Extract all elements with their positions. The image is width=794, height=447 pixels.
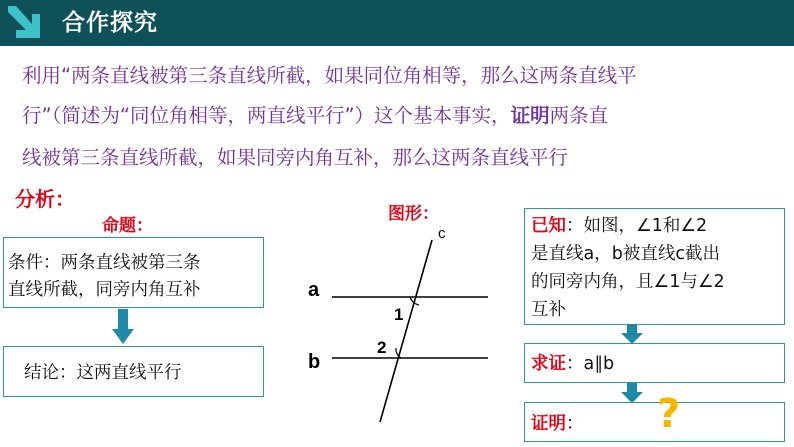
proposition-title: 命题：: [102, 216, 153, 236]
intro-line-2-text: 行”（简述为“同位角相等，两直线平行”）这个基本事实，: [22, 104, 511, 127]
figure-title: 图形：: [388, 204, 439, 224]
prove-box: [524, 343, 785, 383]
line-c: [380, 240, 432, 422]
arrow-down-icon: [112, 309, 134, 345]
proof-label: 证明: [531, 414, 566, 434]
parallel-lines-figure: [300, 218, 500, 428]
arrow-down-icon: [621, 324, 643, 344]
condition-line-2: 直线所截，同旁内角互补: [8, 280, 201, 300]
intro-line-2-tail: 两条直: [549, 104, 609, 127]
angle-1-label: 1: [394, 305, 404, 324]
intro-line-2: [22, 96, 782, 136]
condition-line-1: 条件：两条直线被第三条: [8, 253, 201, 273]
given-line-4: 互补: [531, 300, 566, 320]
arrow-down-icon: [621, 383, 643, 403]
label-a: a: [308, 279, 320, 301]
given-line-2: 是直线a，b被直线c截出: [531, 244, 720, 264]
given-label: 已知: [531, 216, 566, 236]
header-bar: [0, 0, 794, 46]
angle-2-label: 2: [377, 338, 387, 357]
proof-text: ：: [566, 414, 584, 434]
given-box: [524, 208, 785, 325]
given-line-1-text: ：如图，∠1和∠2: [566, 216, 708, 236]
label-b: b: [308, 351, 321, 373]
question-mark-icon: ?: [657, 391, 681, 437]
given-line-3: 的同旁内角，且∠1与∠2: [531, 272, 725, 292]
label-c: c: [438, 225, 446, 242]
prove-label: 求证: [531, 354, 566, 374]
intro-line-1: 利用“两条直线被第三条直线所截，如果同位角相等，那么这两条直线平: [22, 64, 637, 87]
conclusion-text: 结论：这两直线平行: [24, 363, 182, 383]
prove-text: ：a∥b: [566, 354, 615, 374]
arrow-down-right-icon: [6, 4, 46, 40]
section-title: 合作探究: [62, 10, 158, 36]
given-line-1: [531, 212, 784, 240]
intro-prove-word: 证明: [510, 104, 550, 127]
condition-box: [3, 237, 264, 308]
conclusion-box: [3, 346, 264, 397]
analysis-label: 分析：: [15, 187, 75, 211]
proof-box: [524, 402, 785, 442]
intro-line-3: 线被第三条直线所截，如果同旁内角互补，那么这两条直线平行: [22, 146, 569, 169]
